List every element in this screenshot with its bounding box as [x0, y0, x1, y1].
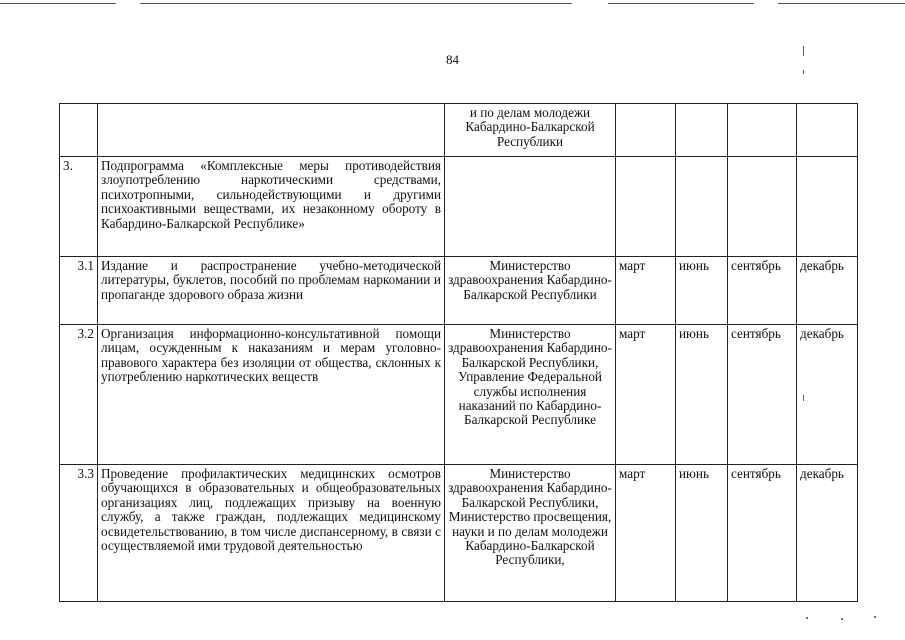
row-number — [60, 104, 98, 157]
quarter-4-cell: декабрь — [797, 257, 858, 325]
scan-mark — [806, 617, 808, 619]
quarter-1-cell: март — [616, 257, 676, 325]
quarter-3-cell: сентябрь — [728, 465, 797, 602]
quarter-4-cell: декабрь — [797, 465, 858, 602]
activity-name: Издание и распространение учебно-методической литературы, буклетов, пособий по проблемам наркомании и пропаганде здорового образа жизни — [98, 257, 445, 325]
table-row — [60, 104, 858, 157]
quarter-1-cell — [616, 104, 676, 157]
activity-name — [98, 104, 445, 157]
quarter-4-cell — [797, 104, 858, 157]
scan-mark — [803, 70, 804, 74]
executor-cell: Министерство здравоохранения Кабардино-Балкарской Республики, Министерство просвещения, науки и по делам молодежи Кабардино-Балкарской Республики, — [445, 465, 616, 602]
activity-name: Подпрограмма «Комплексные меры противодействия злоупотреблению наркотическими средствами, психотропными, сильнодействующими и другими психоактивными веществами, их незаконному обороту в Кабардино-Балкарской Республике» — [98, 157, 445, 257]
table-row — [60, 157, 858, 257]
quarter-4-cell: декабрь — [797, 325, 858, 465]
quarter-2-cell: июнь — [676, 465, 728, 602]
row-number: 3. — [60, 157, 98, 257]
quarter-1-cell: март — [616, 465, 676, 602]
executor-cell: Министерство здравоохранения Кабардино-Балкарской Республики, Управление Федеральной службы исполнения наказаний по Кабардино-Балкарской Республике — [445, 325, 616, 465]
quarter-3-cell — [728, 104, 797, 157]
plan-table — [59, 103, 858, 602]
quarter-4-cell — [797, 157, 858, 257]
executor-cell: Министерство здравоохранения Кабардино-Балкарской Республики — [445, 257, 616, 325]
quarter-1-cell: март — [616, 325, 676, 465]
executor-cell: и по делам молодежи Кабардино-Балкарской Республики — [445, 104, 616, 157]
table-row — [60, 325, 858, 465]
quarter-1-cell — [616, 157, 676, 257]
scan-line — [0, 3, 116, 4]
scan-mark — [841, 618, 843, 620]
scan-mark — [874, 616, 876, 618]
quarter-2-cell: июнь — [676, 325, 728, 465]
row-number: 3.1 — [60, 257, 98, 325]
quarter-3-cell: сентябрь — [728, 257, 797, 325]
quarter-2-cell — [676, 104, 728, 157]
executor-cell — [445, 157, 616, 257]
quarter-2-cell: июнь — [676, 257, 728, 325]
scan-line — [778, 3, 905, 4]
quarter-2-cell — [676, 157, 728, 257]
row-number: 3.2 — [60, 325, 98, 465]
table-row — [60, 257, 858, 325]
activity-name: Организация информационно-консультативной помощи лицам, осужденным к наказаниям и мерам уголовно-правового характера без изоляции от общества, склонных к употреблению наркотических веществ — [98, 325, 445, 465]
scan-line — [140, 3, 572, 4]
scan-line — [608, 3, 754, 4]
quarter-3-cell — [728, 157, 797, 257]
page-number: 84 — [446, 52, 459, 67]
row-number: 3.3 — [60, 465, 98, 602]
table-row — [60, 465, 858, 602]
activity-name: Проведение профилактических медицинских осмотров обучающихся в образовательных и общеобразовательных организациях лиц, подлежащих призыву на военную службу, а также граждан, подлежащих медицинскому освидетельствованию, в том числе диспансерному, в связи с осуществляемой ими трудовой деятельностью — [98, 465, 445, 602]
quarter-3-cell: сентябрь — [728, 325, 797, 465]
